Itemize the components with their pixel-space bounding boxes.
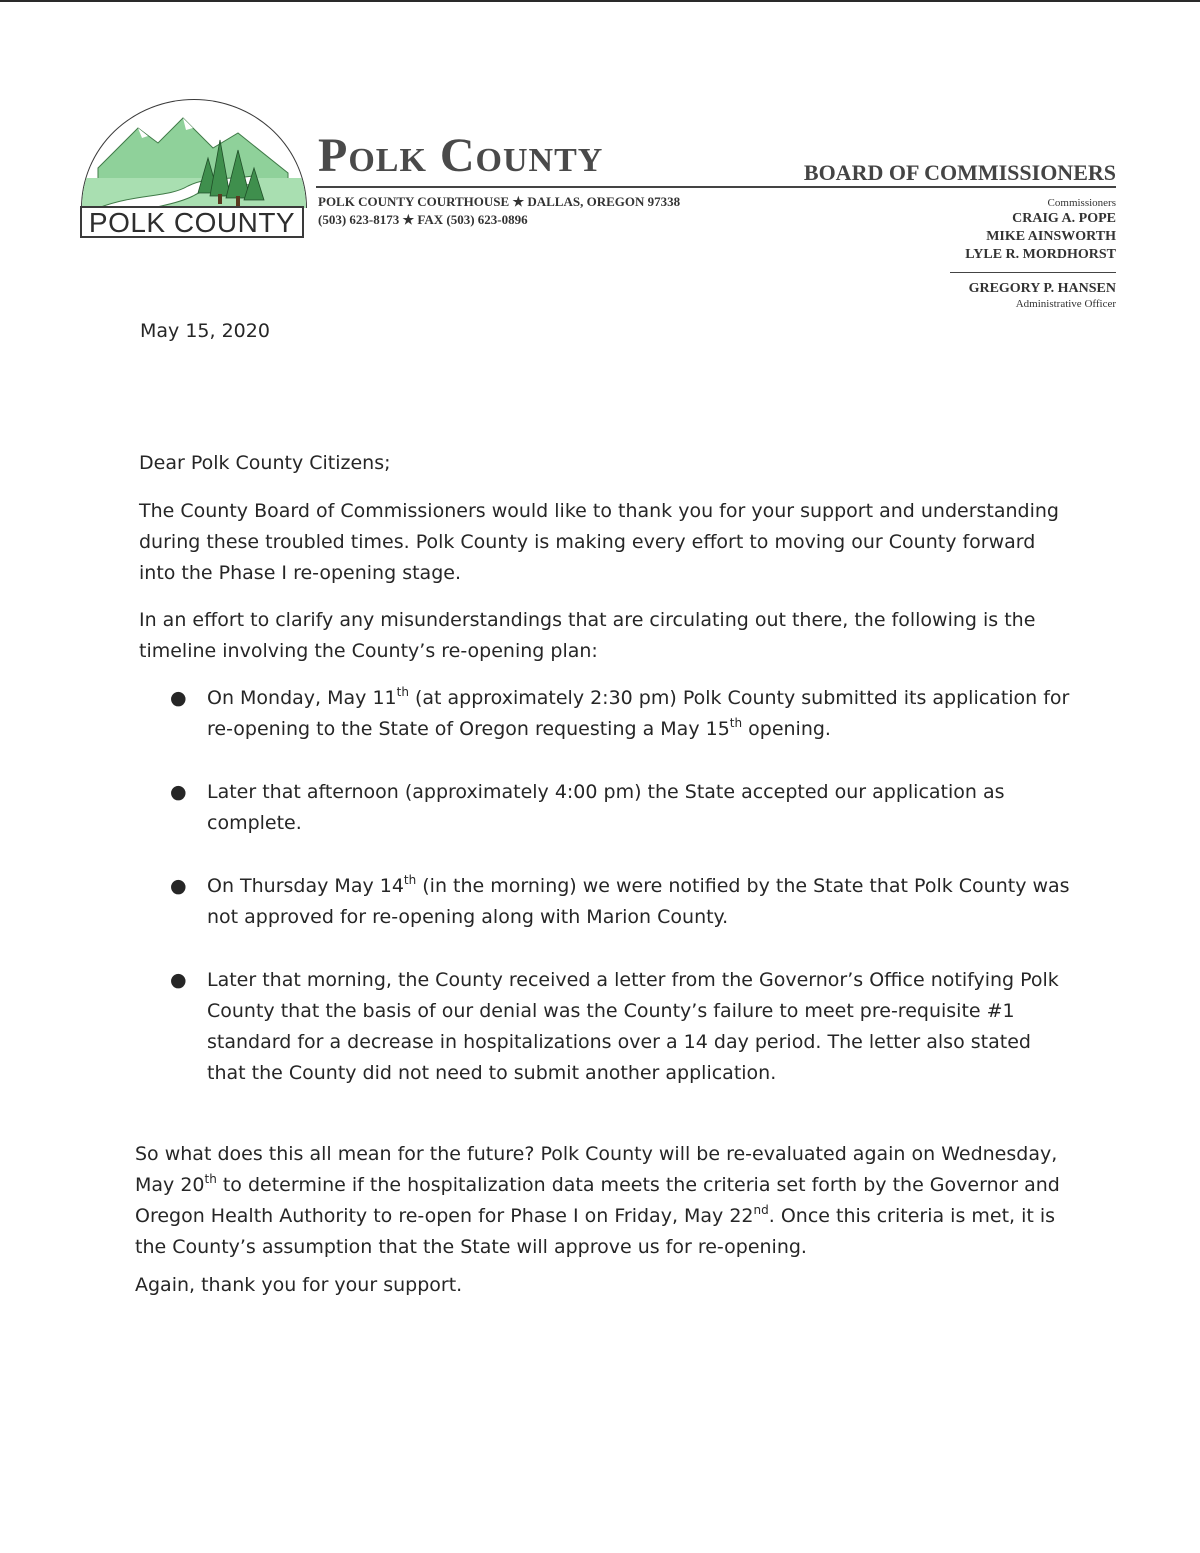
bullet-icon: ●: [170, 969, 187, 991]
officer-name: GREGORY P. HANSEN: [968, 281, 1116, 296]
scan-top-edge: [0, 0, 1200, 2]
officer-title: Administrative Officer: [1015, 298, 1116, 310]
administrative-officer: [969, 280, 1116, 311]
list-item: [170, 871, 1070, 933]
commissioner-name: CRAIG A. POPE: [1012, 211, 1116, 226]
bullet-icon: ●: [170, 781, 187, 803]
board-heading: BOARD OF COMMISSIONERS: [803, 160, 1116, 185]
superscript: th: [403, 872, 417, 887]
paragraph-text: So what does this all mean for the future? Polk County will be re-evaluated again on Wednesday, May 20: [135, 1143, 1058, 1196]
salutation: Dear Polk County Citizens;: [139, 452, 391, 474]
list-item: [170, 683, 1070, 745]
phone-fax: (503) 623-8173 ★ FAX (503) 623-0896: [318, 212, 528, 227]
superscript: nd: [753, 1202, 769, 1217]
bullet-text: (in the morning) we were notified by the State that Polk County was not approved for re-opening along with Marion County.: [207, 875, 1070, 928]
closing-line: Again, thank you for your support.: [135, 1274, 463, 1296]
superscript: th: [729, 715, 743, 730]
commissioner-name: MIKE AINSWORTH: [986, 229, 1116, 244]
courthouse-address: POLK COUNTY COURTHOUSE ★ DALLAS, OREGON 97338: [318, 194, 681, 209]
bullet-text: On Thursday May 14: [207, 875, 404, 897]
paragraph-thanks: The County Board of Commissioners would like to thank you for your support and understanding during these troubled times. Polk County is making every effort to moving our County forward into the Phase I re-opening stage.: [139, 500, 1059, 584]
list-item: [170, 965, 1070, 1089]
bullet-text: (at approximately 2:30 pm) Polk County submitted its application for re-opening to the State of Oregon requesting a May 15: [207, 687, 1070, 740]
officer-divider: [950, 272, 1116, 273]
list-item: [170, 777, 1070, 839]
paragraph-text: to determine if the hospitalization data meets the criteria set forth by the Governor and Oregon Health Authority to re-open for Phase I on Friday, May 22: [135, 1174, 1060, 1227]
logo-label: POLK COUNTY: [80, 206, 304, 238]
letter-date: May 15, 2020: [140, 320, 270, 342]
timeline-list: [170, 683, 1070, 1089]
superscript: th: [396, 684, 409, 699]
commissioners-caption: Commissioners: [1047, 197, 1116, 209]
paragraph-timeline-intro: In an effort to clarify any misunderstandings that are circulating out there, the following is the timeline involving the County’s re-opening plan:: [139, 609, 1036, 662]
county-title: Polk County: [318, 129, 604, 182]
bullet-text: On Monday, May 11: [207, 687, 397, 709]
bullet-icon: ●: [170, 875, 187, 897]
header-rule: [316, 186, 1116, 188]
commissioners-list: [965, 196, 1116, 264]
superscript: th: [204, 1171, 217, 1186]
bullet-icon: ●: [170, 687, 187, 709]
paragraph-text: . Once this criteria is met, it is the County’s assumption that the State will approve us for re-opening.: [135, 1205, 1056, 1258]
bullet-text: opening.: [742, 718, 831, 740]
paragraph-future: [135, 1139, 1075, 1263]
bullet-text: Later that afternoon (approximately 4:00 pm) the State accepted our application as complete.: [207, 781, 1005, 834]
commissioner-name: LYLE R. MORDHORST: [965, 247, 1116, 262]
bullet-text: Later that morning, the County received a letter from the Governor’s Office notifying Polk County that the basis of our denial was the County’s failure to meet pre-requisite #1 standard for a decrease in hospitalizations over a 14 day period. The letter also stated that the County did not need to submit another application.: [207, 969, 1059, 1084]
